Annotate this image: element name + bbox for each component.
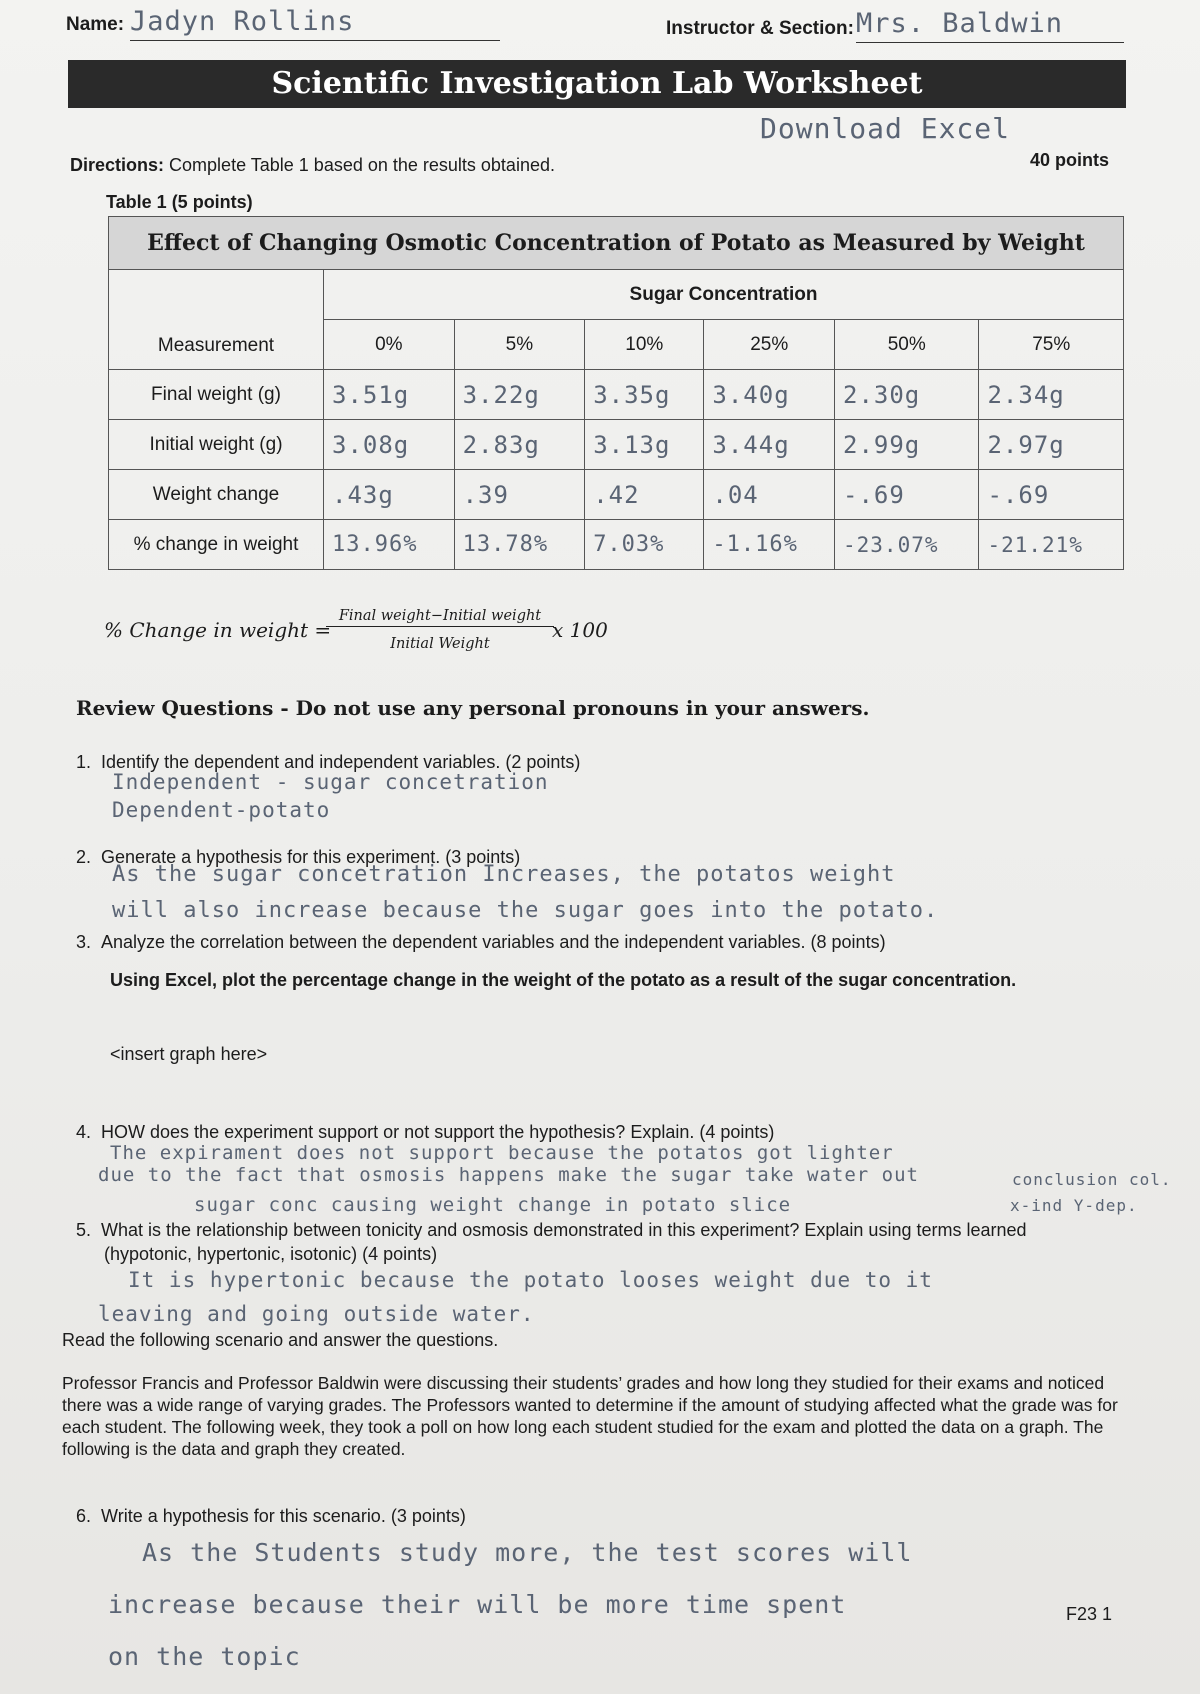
table-cell: 2.34g	[979, 370, 1124, 420]
table-cell: -23.07%	[835, 520, 979, 570]
answer-6-line-2: increase because their will be more time spent	[108, 1590, 847, 1619]
margin-note-2: x-ind Y-dep.	[1010, 1196, 1138, 1215]
row-label: Initial weight (g)	[109, 420, 324, 470]
scenario-text: Professor Francis and Professor Baldwin were discussing their students’ grades and how long they studied for their exams and noticed there was a wide range of varying grades. The Professors wanted to determine if the amount of studying affected what the grade was for each student. The following week, they took a poll on how long each student studied for the exam and plotted the data on a graph. The following is the data and graph they created.	[62, 1373, 1118, 1459]
answer-4-line-2: due to the fact that osmosis happens make the sugar take water out	[98, 1164, 919, 1186]
answer-5-line-2: leaving and going outside water.	[98, 1302, 535, 1326]
directions-label: Directions:	[70, 155, 165, 175]
table-row	[109, 420, 1124, 470]
col-header: 50%	[835, 320, 979, 370]
results-table	[108, 216, 1124, 570]
question-3-instruction: Using Excel, plot the percentage change in the weight of the potato as a result of the sugar concentration.	[110, 970, 1017, 990]
table-cell: 7.03%	[585, 520, 704, 570]
col-header: 75%	[979, 320, 1124, 370]
question-2: 2. Generate a hypothesis for this experiment. (3 points)	[76, 847, 521, 867]
table-cell: 3.13g	[585, 420, 704, 470]
question-6: 6. Write a hypothesis for this scenario. (3 points)	[76, 1506, 466, 1526]
scenario-intro: Read the following scenario and answer the questions.	[62, 1330, 499, 1350]
question-5-continued: (hypotonic, hypertonic, isotonic) (4 points)	[104, 1244, 438, 1264]
table-cell: 3.40g	[704, 370, 835, 420]
table-row	[109, 370, 1124, 420]
margin-note-1: conclusion col.	[1012, 1170, 1172, 1189]
answer-2-line-1: As the sugar concetration Increases, the potatos weight	[112, 862, 896, 887]
row-label: Final weight (g)	[109, 370, 324, 420]
page-footer: F23 1	[1066, 1604, 1113, 1624]
answer-5-line-1: It is hypertonic because the potato looses weight due to it	[128, 1268, 933, 1292]
table-caption: Table 1 (5 points)	[106, 192, 253, 212]
formula-lhs: % Change in weight =	[104, 618, 332, 642]
col-header: 5%	[454, 320, 585, 370]
table-cell: -.69	[979, 470, 1124, 520]
answer-1-line-1: Independent - sugar concetration	[112, 770, 549, 794]
instructor-value: Mrs. Baldwin	[856, 8, 1124, 43]
answer-2-line-2: will also increase because the sugar goes into the potato.	[112, 898, 939, 923]
table-cell: 2.99g	[835, 420, 979, 470]
table-cell: 13.78%	[454, 520, 585, 570]
table-cell: 2.30g	[835, 370, 979, 420]
table-cell: 13.96%	[324, 520, 455, 570]
table-cell: 3.35g	[585, 370, 704, 420]
instructor-label: Instructor & Section:	[666, 18, 854, 39]
table-row	[109, 470, 1124, 520]
download-note: Download Excel	[760, 112, 1011, 145]
formula-denominator: Initial Weight	[390, 636, 490, 652]
name-value: Jadyn Rollins	[130, 6, 500, 41]
sugar-concentration-header: Sugar Concentration	[324, 270, 1124, 320]
graph-placeholder: <insert graph here>	[110, 1044, 268, 1064]
answer-6-line-1: As the Students study more, the test scores will	[142, 1538, 913, 1567]
table-cell: .04	[704, 470, 835, 520]
directions	[70, 155, 555, 176]
question-3: 3. Analyze the correlation between the dependent variables and the independent variables. (8 points)	[76, 932, 886, 952]
table-cell: .39	[454, 470, 585, 520]
table-cell: 2.83g	[454, 420, 585, 470]
table-cell: -.69	[835, 470, 979, 520]
table-cell: .43g	[324, 470, 455, 520]
table-row	[109, 520, 1124, 570]
answer-4-line-3: sugar conc causing weight change in potato slice	[194, 1194, 792, 1216]
formula-rhs: x 100	[552, 618, 608, 642]
question-1: 1. Identify the dependent and independent variables. (2 points)	[76, 752, 581, 772]
name-label: Name:	[66, 14, 125, 35]
col-header: 10%	[585, 320, 704, 370]
col-header: 25%	[704, 320, 835, 370]
question-4: 4. HOW does the experiment support or not support the hypothesis? Explain. (4 points)	[76, 1122, 775, 1142]
table-cell: 3.22g	[454, 370, 585, 420]
table-cell: -21.21%	[979, 520, 1124, 570]
table-cell: .42	[585, 470, 704, 520]
answer-6-line-3: on the topic	[108, 1642, 301, 1671]
table-cell: -1.16%	[704, 520, 835, 570]
formula-numerator: Final weight−Initial weight	[326, 608, 554, 627]
table-cell: 3.51g	[324, 370, 455, 420]
row-label: % change in weight	[109, 520, 324, 570]
table-title: Effect of Changing Osmotic Concentration of Potato as Measured by Weight	[109, 217, 1124, 270]
table-cell: 3.44g	[704, 420, 835, 470]
total-points: 40 points	[1030, 150, 1110, 170]
table-cell: 2.97g	[979, 420, 1124, 470]
review-heading: Review Questions - Do not use any personal pronouns in your answers.	[76, 696, 870, 720]
answer-4-line-1: The expirament does not support because the potatos got lighter	[110, 1142, 894, 1164]
measurement-header: Measurement	[109, 270, 324, 370]
directions-text: Complete Table 1 based on the results obtained.	[169, 155, 555, 175]
answer-1-line-2: Dependent-potato	[112, 798, 331, 822]
question-5: 5. What is the relationship between tonicity and osmosis demonstrated in this experiment? Explain using terms learned	[76, 1220, 1027, 1240]
table-cell: 3.08g	[324, 420, 455, 470]
col-header: 0%	[324, 320, 455, 370]
row-label: Weight change	[109, 470, 324, 520]
worksheet-title: Scientific Investigation Lab Worksheet	[68, 60, 1126, 108]
